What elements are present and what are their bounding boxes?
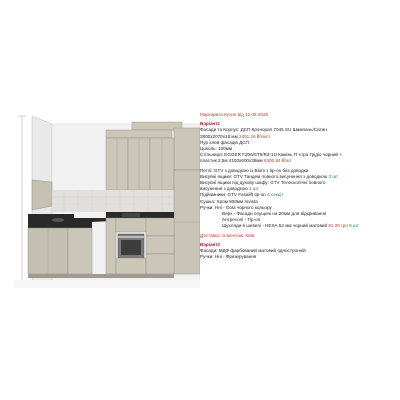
handles-price: 81.20 грн: [328, 223, 348, 229]
lifts-qty: 4 секції: [267, 192, 283, 198]
oven-drawer-qty: 1 шт: [249, 186, 259, 192]
sheet-price: 2451.26 ₴/лист: [239, 133, 271, 139]
worktop-price: 6300.84 ₴/шт: [263, 158, 292, 164]
specification-notes: [200, 112, 398, 260]
drawers-line: Висувні ящики: GTV Тандем повного висунення з доводкою 3 шт: [200, 173, 339, 179]
oven-drawer-line-1: Висувні ящики під духову шафу: GTV Телескопічні повного: [200, 180, 326, 186]
variant2-handles: Ручки: Нні - Фрезерування: [200, 254, 257, 260]
facade-line: Фасади та Корпус: ДСП Кронорап 7045 SU Шампань/Сатин: [200, 127, 327, 133]
drawers-qty: 3 шт: [328, 173, 339, 179]
handles-line-4: Шухляди в шевелі - НЕХА 52 мм чорний матовий 81.20 грн 5 шт: [222, 223, 359, 229]
kitchen-render: [14, 110, 200, 288]
oven-drawer-line-2: висунення з доводкою 1 шт: [200, 186, 259, 192]
delivery-line: Доставка та монтаж: Київ: [200, 232, 255, 238]
hinges-line: Петлі: GTV з доводкою із Blum з tip-on без доводки: [200, 167, 309, 173]
worktop-line-1: Стільниця: EGGER F206/ST9/R3-1U Камінь П`єтра Грідіо чорний +: [200, 152, 342, 158]
handles-qty: 5 шт: [349, 223, 359, 229]
variant1-title: Варіант1: [200, 121, 221, 127]
page-title: Маргарита Кухня від 12.05.2026: [200, 112, 269, 117]
sheet-line: 2800х2070х18 мм 2451.26 ₴/лист: [200, 133, 271, 139]
handles-line-1: Ручки: Нні - Gola чорного кольору: [200, 204, 272, 210]
handles-line-3: Антресолі - Tip-on: [222, 217, 261, 223]
variant2-facades: Фасади: МДФ фарбований матовий одностронній: [200, 248, 306, 254]
edge-line: Пур клей фасадів ДСП: [200, 139, 249, 145]
kitchen-render-svg: [14, 110, 200, 288]
lifts-line: Підйомники: GTV Fasalift tip-on 4 секції: [200, 192, 283, 198]
worktop-line-2: пластик 2,5м 4100х600х38мм 6300.84 ₴/шт: [200, 158, 292, 164]
sushka-line: Сушка: Хром 600мм Invista: [200, 198, 258, 204]
plinth-line: Цоколь: 100мм: [200, 146, 233, 152]
variant2-title: Варіант2: [200, 241, 221, 247]
handles-line-2: Верх - Фасади опущені на 20мм для відкривання: [222, 211, 327, 217]
